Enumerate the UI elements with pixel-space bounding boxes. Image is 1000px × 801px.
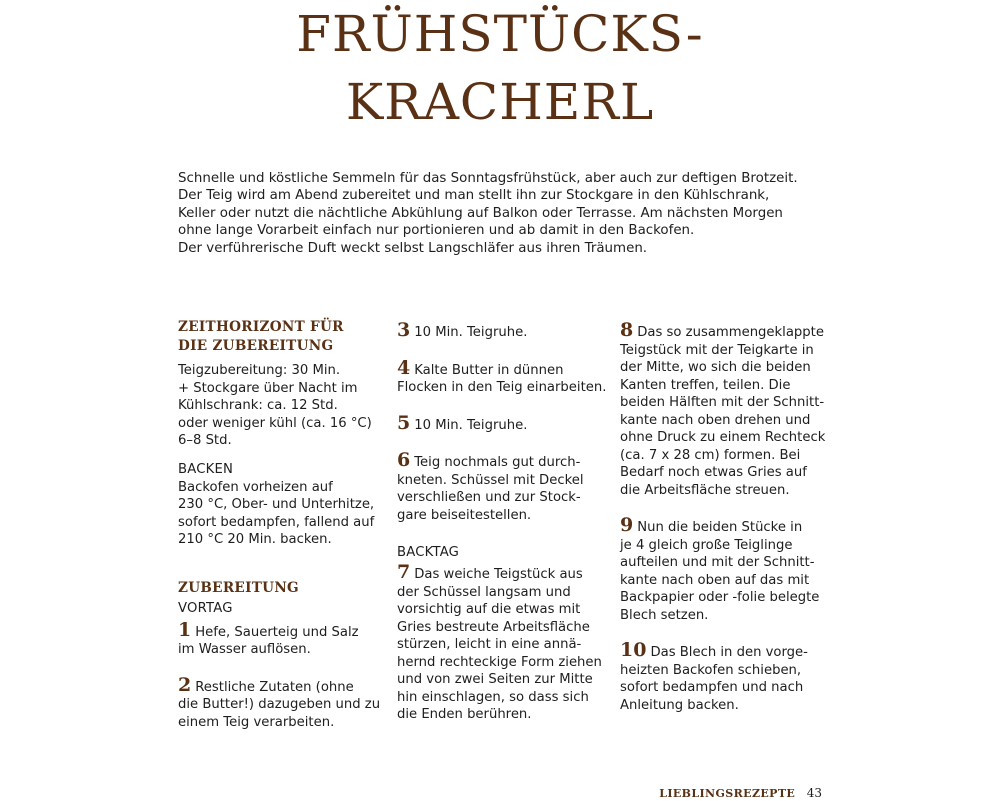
baking-heading: BACKEN (178, 461, 234, 477)
step-number: 9 (620, 514, 634, 536)
step-number: 10 (620, 639, 647, 661)
intro-paragraph (178, 170, 818, 257)
step-text: Das so zusammengeklappte (637, 325, 824, 340)
column-right (620, 318, 830, 714)
step-number: 5 (397, 411, 411, 434)
text-line: Schnelle und köstliche Semmeln für das Sonntagsfrühstück, aber auch zur deftigen Brotzeit. (178, 171, 798, 186)
step-text: Das weiche Teigstück aus (414, 567, 583, 582)
text-line: Der Teig wird am Abend zubereitet und man stellt ihn zur Stockgare in den Kühlschrank, (178, 188, 770, 204)
step-text-line: Flocken in den Teig einarbeiten. (397, 380, 607, 395)
step-text-line (397, 449, 607, 472)
step-text-line: sofort bedampfen und nach (620, 680, 804, 695)
step-text-line: Kanten treffen, teilen. Die (620, 377, 791, 393)
text-line: Backofen vorheizen auf (178, 479, 333, 495)
text-line: 6–8 Std. (178, 433, 232, 448)
step-6 (397, 449, 607, 524)
step-text-line: hernd rechteckige Form ziehen (397, 654, 602, 670)
page-number: 43 (806, 786, 822, 800)
step-text-line (397, 411, 607, 435)
step-text-line (178, 673, 383, 697)
step-number: 8 (620, 319, 634, 341)
step-text-line: verschließen und zur Stock- (397, 490, 581, 505)
text-line: Kühlschrank: ca. 12 Std. (178, 398, 338, 413)
step-number: 1 (178, 618, 192, 641)
recipe-title (0, 0, 1000, 136)
step-text-line: Blech setzen. (620, 607, 709, 623)
text-line: 210 °C 20 Min. backen. (178, 532, 332, 547)
step-text-line: heizten Backofen schieben, (620, 662, 802, 678)
step-number: 3 (397, 319, 411, 341)
step-3 (397, 319, 607, 342)
text-line: + Stockgare über Nacht im (178, 380, 358, 396)
step-text: 10 Min. Teigruhe. (414, 325, 528, 340)
step-text-line (397, 319, 607, 342)
step-text-line: Anleitung backen. (620, 697, 739, 713)
step-number: 2 (178, 673, 192, 696)
step-number: 7 (397, 561, 411, 583)
step-text-line: (ca. 7 x 28 cm) formen. Bei (620, 447, 801, 463)
text-line: Keller oder nutzt die nächtliche Abkühlung auf Balkon oder Terrasse. Am nächsten Morgen (178, 205, 783, 221)
step-text-line (620, 639, 830, 662)
step-text-line: einem Teig verarbeiten. (178, 714, 335, 730)
step-4 (397, 356, 607, 397)
text-line: KRACHERL (345, 73, 655, 131)
step-text-line: vorsichtig auf die etwas mit (397, 602, 581, 617)
step-text: Restliche Zutaten (ohne (195, 679, 354, 695)
text-line: oder weniger kühl (ca. 16 °C) (178, 415, 372, 431)
step-text: Teig nochmals gut durch- (414, 455, 581, 470)
step-text-line: aufteilen und mit der Schnitt- (620, 555, 815, 570)
text-line: 230 °C, Ober- und Unterhitze, (178, 497, 375, 512)
step-1 (178, 618, 383, 659)
step-text-line: die Enden berühren. (397, 707, 532, 722)
text-line: ohne lange Vorarbeit einfach nur portionieren und ab damit in den Backofen. (178, 223, 695, 239)
step-text-line (620, 319, 830, 342)
step-text-line: je 4 gleich große Teiglinge (620, 537, 793, 553)
step-text: Das Blech in den vorge- (650, 645, 808, 660)
step-text: Nun die beiden Stücke in (637, 520, 803, 535)
step-text-line: der Mitte, wo sich die beiden (620, 360, 811, 375)
text-line: FRÜHSTÜCKS- (296, 5, 704, 63)
step-text-line (397, 356, 607, 380)
step-number: 6 (397, 449, 411, 471)
step-text-line: im Wasser auflösen. (178, 642, 311, 657)
step-text: Hefe, Sauerteig und Salz (195, 624, 359, 640)
time-details (178, 362, 383, 450)
column-middle (397, 318, 607, 724)
step-2 (178, 673, 383, 732)
text-line: Teigzubereitung: 30 Min. (178, 363, 341, 378)
footer-section-label: LIEBLINGSREZEPTE (659, 787, 796, 800)
time-heading (178, 318, 383, 356)
step-text-line: die Arbeitsfläche streuen. (620, 482, 790, 498)
step-5 (397, 411, 607, 435)
step-text-line: gare beiseitestellen. (397, 507, 532, 523)
text-line: sofort bedampfen, fallend auf (178, 514, 375, 530)
step-text-line: beiden Hälften mit der Schnitt- (620, 395, 825, 410)
baking-details (178, 479, 383, 549)
step-text-line: Teigstück mit der Teigkarte in (620, 342, 814, 358)
step-text-line: Gries bestreute Arbeitsfläche (397, 619, 590, 635)
step-text-line: der Schüssel langsam und (397, 584, 571, 600)
step-text-line: ohne Druck zu einem Rechteck (620, 430, 826, 445)
day2-heading: BACKTAG (397, 545, 460, 560)
step-text-line: kante nach oben drehen und (620, 412, 811, 428)
step-number: 4 (397, 356, 411, 379)
step-text: Kalte Butter in dünnen (414, 362, 564, 378)
step-10 (620, 639, 830, 714)
step-text-line: die Butter!) dazugeben und zu (178, 697, 381, 712)
step-text-line: kante nach oben auf das mit (620, 572, 810, 588)
step-text: 10 Min. Teigruhe. (414, 417, 528, 433)
step-text-line (178, 618, 383, 642)
step-text-line (620, 514, 830, 537)
text-line: DIE ZUBEREITUNG (178, 338, 334, 354)
column-left (178, 318, 383, 731)
step-text-line: Bedarf noch etwas Gries auf (620, 465, 807, 480)
step-text-line: stürzen, leicht in eine annä- (397, 637, 582, 652)
text-line: ZEITHORIZONT FÜR (178, 319, 344, 335)
step-7 (397, 561, 607, 724)
text-line: Der verführerische Duft weckt selbst Langschläfer aus ihren Träumen. (178, 240, 648, 256)
preparation-heading: ZUBEREITUNG (178, 579, 299, 596)
step-text-line: Backpapier oder -folie belegte (620, 590, 820, 605)
day1-heading: VORTAG (178, 600, 233, 616)
step-text-line: und von zwei Seiten zur Mitte (397, 672, 593, 687)
step-text-line: hin einschlagen, so dass sich (397, 689, 589, 705)
page-footer (659, 786, 822, 801)
step-text-line (397, 561, 607, 584)
step-text-line: kneten. Schüssel mit Deckel (397, 472, 584, 488)
step-8 (620, 319, 830, 499)
step-9 (620, 514, 830, 624)
